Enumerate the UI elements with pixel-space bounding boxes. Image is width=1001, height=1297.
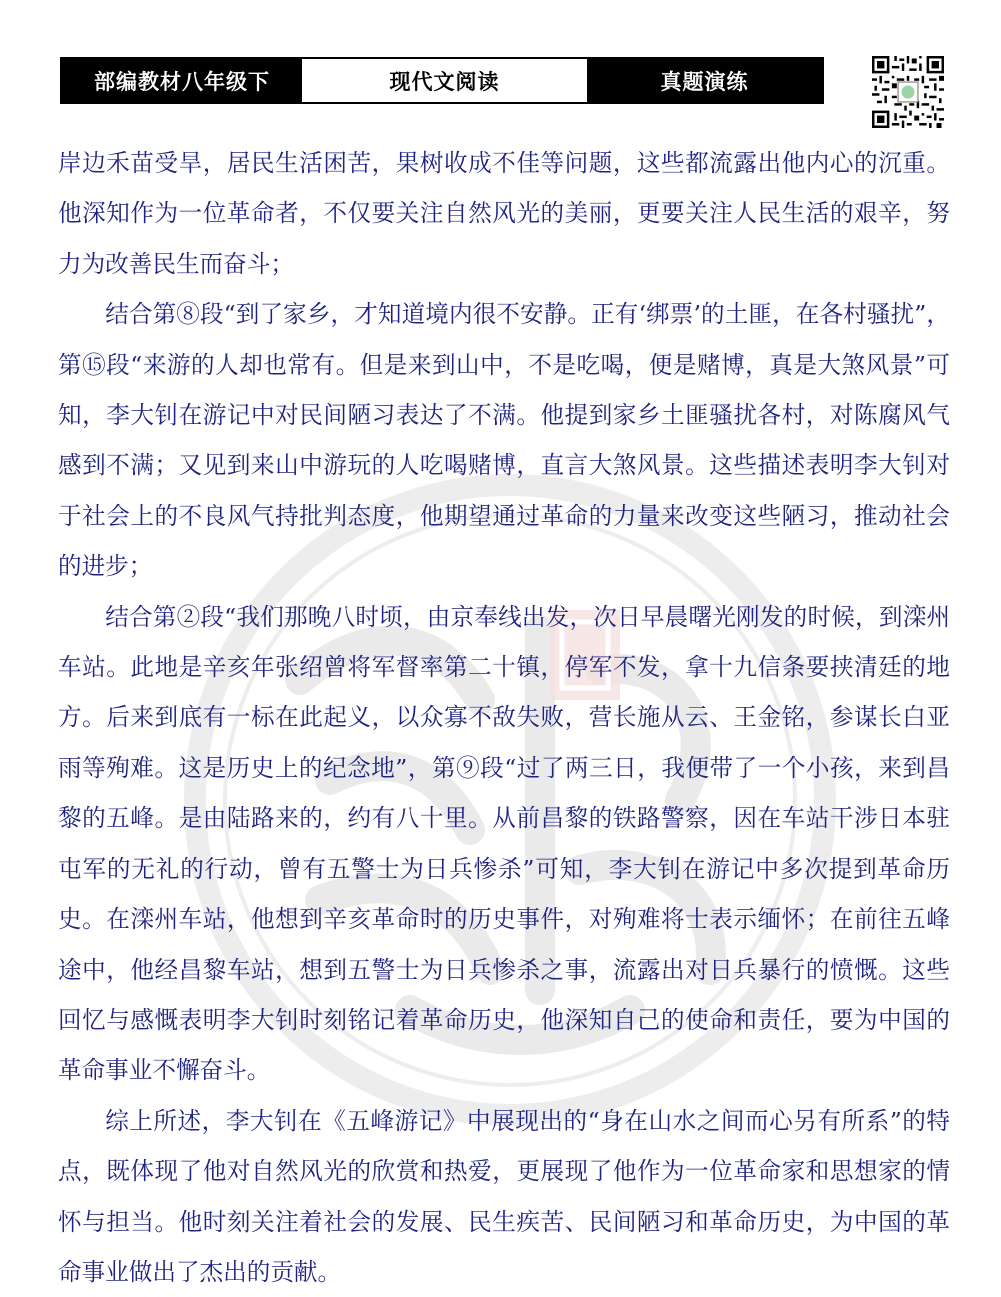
paragraph-continued: 岸边禾苗受旱，居民生活困苦，果树收成不佳等问题，这些都流露出他内心的沉重。他深知作为一位革命者，不仅要关注自然风光的美丽，更要关注人民生活的艰辛，努力为改善民生而奋斗；	[58, 149, 950, 278]
paragraph-folk-customs: 结合第⑧段“到了家乡，才知道境内很不安静。正有‘绑票’的土匪，在各村骚扰”，第⑮段“来游的人却也常有。但是来到山中，不是吃喝，便是赌博，真是大煞风景”可知，李大钊在游记中对民间陋习表达了不满。他提到家乡土匪骚扰各村，对陈腐风气感到不满；又见到来山中游玩的人吃喝赌博，直言大煞风景。这些描述表明李大钊对于社会上的不良风气持批判态度，他期望通过革命的力量来改变这些陋习，推动社会的进步；	[58, 300, 950, 581]
qr-code-icon	[872, 56, 944, 128]
paragraph-revolution-history: 结合第②段“我们那晚八时顷，由京奉线出发，次日早晨曙光刚发的时候，到滦州车站。此地是辛亥年张绍曾将军督率第二十镇，停军不发，拿十九信条要挟清廷的地方。后来到底有一标在此起义，以众寡不敌失败，营长施从云、王金铭，参谋长白亚雨等殉难。这是历史上的纪念地”，第⑨段“过了两三日，我便带了一个小孩，来到昌黎的五峰。是由陆路来的，约有八十里。从前昌黎的铁路警察，因在车站干涉日本驻屯军的无礼的行动，曾有五警士为日兵惨杀”可知，李大钊在游记中多次提到革命历史。在滦州车站，他想到辛亥革命时的历史事件，对殉难将士表示缅怀；在前往五峰途中，他经昌黎车站，想到五警士为日兵惨杀之事，流露出对日兵暴行的愤慨。这些回忆与感慨表明李大钊时刻铭记着革命历史，他深知自己的使命和责任，要为中国的革命事业不懈奋斗。	[58, 602, 950, 1085]
header-grade-label: 部编教材八年级下	[62, 59, 302, 102]
article-body	[58, 138, 950, 1297]
header-topic-label: 现代文阅读	[302, 59, 587, 102]
header-bar	[60, 57, 824, 104]
header-practice-label: 真题演练	[587, 59, 822, 102]
paragraph-conclusion: 综上所述，李大钊在《五峰游记》中展现出的“身在山水之间而心另有所系”的特点，既体现了他对自然风光的欣赏和热爱，更展现了他作为一位革命家和思想家的情怀与担当。他时刻关注着社会的发展、民生疾苦、民间陋习和革命历史，为中国的革命事业做出了杰出的贡献。	[58, 1106, 950, 1286]
